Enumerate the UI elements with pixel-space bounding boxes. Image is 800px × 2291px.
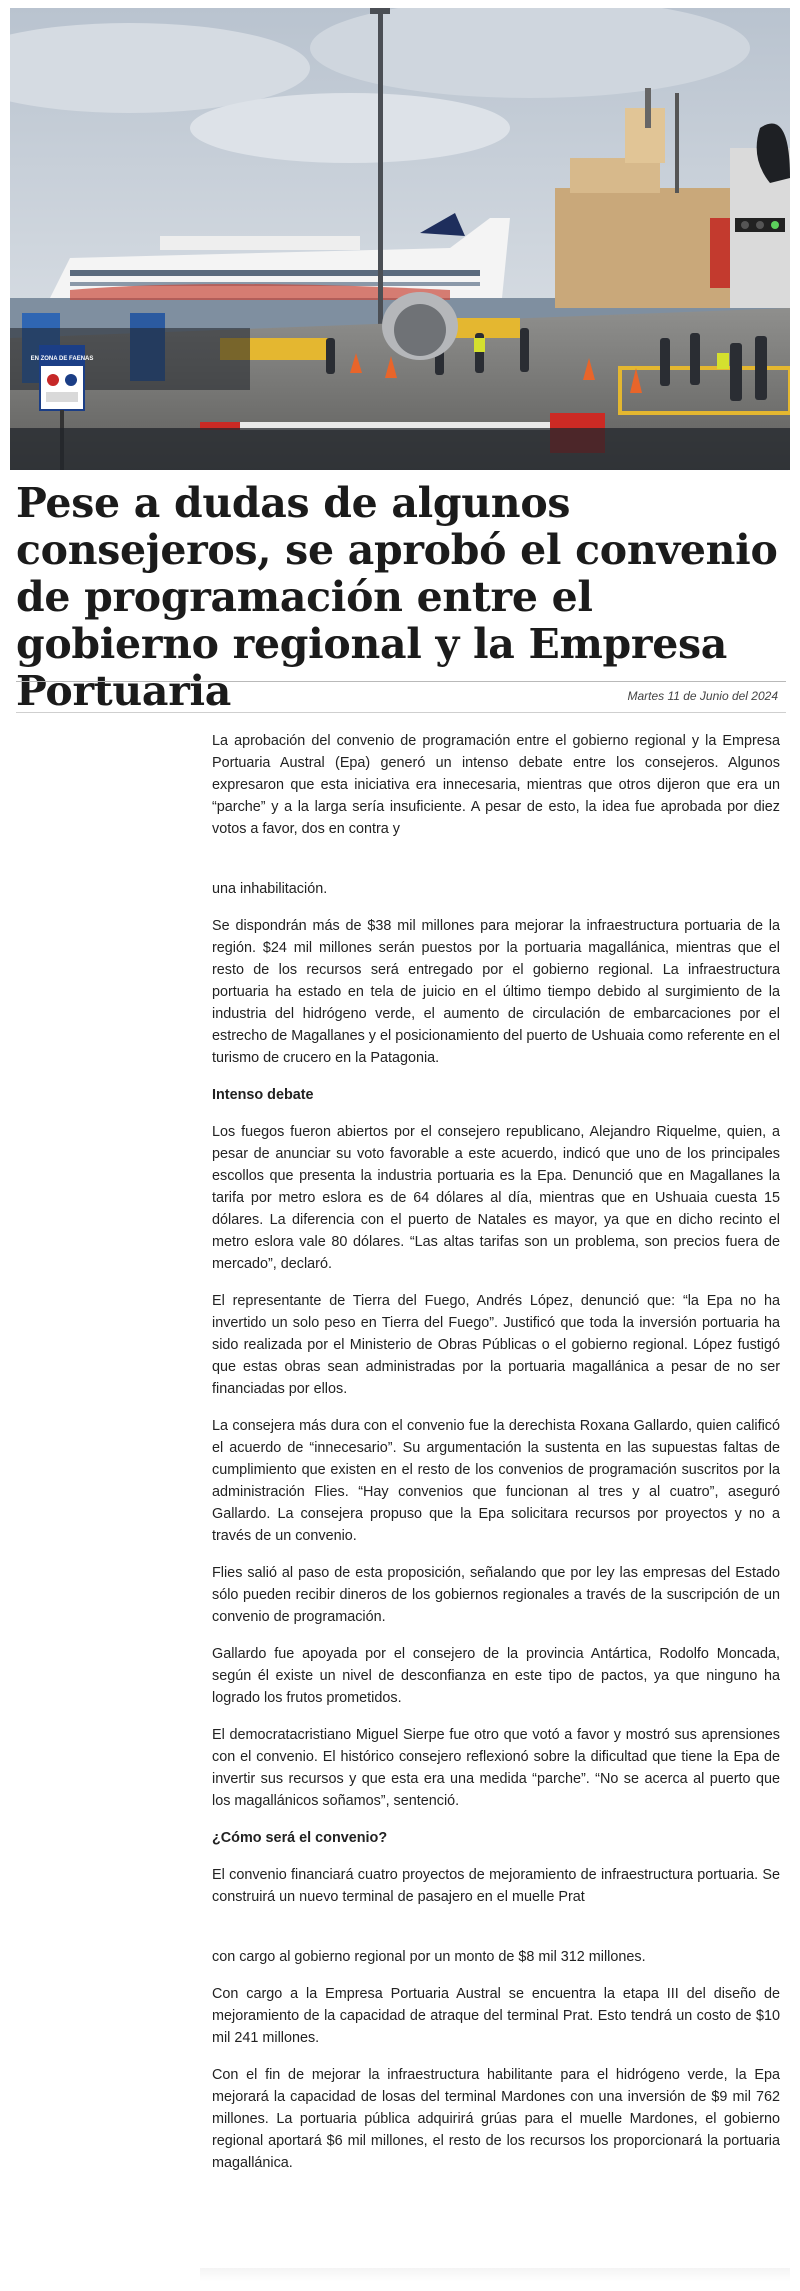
paragraph: Gallardo fue apoyada por el consejero de la provincia Antártica, Rodolfo Moncada, según él existe un nivel de desconfianza en este tipo de pactos, ya que ninguno ha logrado los frutos prometidos.	[212, 1646, 780, 1706]
paragraph: Con cargo a la Empresa Portuaria Austral se encuentra la etapa III del diseño de mejoramiento de la capacidad de atraque del terminal Prat. Esto tendrá un costo de $10 mil 241 millones.	[212, 1986, 780, 2046]
photo-sign-text: EN ZONA DE FAENAS	[30, 356, 94, 362]
article-headline: Pese a dudas de algunos consejeros, se aprobó el convenio de programación entre el gobierno regional y la Empresa Portuaria	[16, 479, 778, 715]
paragraph: Se dispondrán más de $38 mil millones para mejorar la infraestructura portuaria de la región. $24 mil millones serán puestos por la portuaria magallánica, mientras que el resto de los recursos será entregado por el gobierno regional. La infraestructura portuaria ha estado en tela de juicio en el último tiempo debido al surgimiento de la industria del hidrógeno verde, el aumento de circulación de embarcaciones por el estrecho de Magallanes y el posicionamiento del puerto de Ushuaia como referente en el turismo de crucero en la Patagonia.	[212, 918, 780, 1066]
paragraph: Con el fin de mejorar la infraestructura habilitante para el hidrógeno verde, la Epa mejorará la capacidad de losas del terminal Mardones con una inversión de $9 mil 762 millones. La portuaria pública adquirirá grúas para el muelle Mardones, el gobierno regional aportará $6 mil millones, el resto de los recursos los proporcionará la portuaria magallánica.	[212, 2067, 780, 2171]
article-body	[212, 730, 780, 2189]
article-photo	[10, 8, 790, 470]
paragraph: Los fuegos fueron abiertos por el consejero republicano, Alejandro Riquelme, quien, a pesar de anunciar su voto favorable a este acuerdo, indicó que uno de los principales escollos que presenta la industria portuaria es la Epa. Denunció que en Magallanes la tarifa por metro eslora es de 64 dólares al día, mientras que en Ushuaia cuesta 15 dólares. La diferencia con el puerto de Natales es mayor, ya que en dicho recinto el metro eslora vale 80 dólares. “Las altas tarifas son un problema, son precios fuera de mercado”, declaró.	[212, 1124, 780, 1272]
publish-date: Martes 11 de Junio del 2024	[627, 689, 778, 703]
paragraph: con cargo al gobierno regional por un monto de $8 mil 312 millones.	[212, 1949, 646, 1965]
section-heading: Intenso debate	[212, 1087, 314, 1103]
paragraph: El convenio financiará cuatro proyectos de mejoramiento de infraestructura portuaria. Se construirá un nuevo terminal de pasajero en el muelle Prat	[212, 1867, 780, 1905]
section-heading: ¿Cómo será el convenio?	[212, 1830, 388, 1846]
paragraph: una inhabilitación.	[212, 881, 328, 897]
page-bottom-edge	[200, 2268, 790, 2282]
paragraph: La consejera más dura con el convenio fue la derechista Roxana Gallardo, quien calificó el acuerdo de “innecesario”. Su argumentación la sustenta en las supuestas faltas de cumplimiento que existen en el resto de los convenios de programación suscritos por la administración Flies. “Hay convenios que funcionan al tres y al cuatro”, aseguró Gallardo. La consejera propuso que la Epa solicitara recursos por proyectos y no a través de un convenio.	[212, 1418, 780, 1544]
paragraph: Flies salió al paso de esta proposición, señalando que por ley las empresas del Estado sólo pueden recibir dineros de los gobiernos regionales a través de la suscripción de un convenio de programación.	[212, 1565, 780, 1625]
paragraph: El representante de Tierra del Fuego, Andrés López, denunció que: “la Epa no ha invertido un solo peso en Tierra del Fuego”. Justificó que toda la inversión portuaria ha sido realizada por el Ministerio de Obras Públicas o el gobierno regional. López fustigó que estas obras sean administradas por la portuaria magallánica a pesar de no ser financiadas por ellos.	[212, 1293, 780, 1397]
paragraph: La aprobación del convenio de programación entre el gobierno regional y la Empresa Portuaria Austral (Epa) generó un intenso debate entre los consejeros. Algunos expresaron que esta iniciativa era innecesaria, mientras que otros dijeron que era un “parche” y a la larga sería insuficiente. A pesar de esto, la idea fue aprobada por diez votos a favor, dos en contra y	[212, 733, 780, 837]
date-bar	[16, 681, 786, 713]
paragraph: El democratacristiano Miguel Sierpe fue otro que votó a favor y mostró sus aprensiones con el convenio. El histórico consejero reflexionó sobre la dificultad que tiene la Epa de invertir sus recursos y que esta era una medida “parche”. “No se acerca al puerto que los magallánicos soñamos”, sentenció.	[212, 1727, 780, 1809]
